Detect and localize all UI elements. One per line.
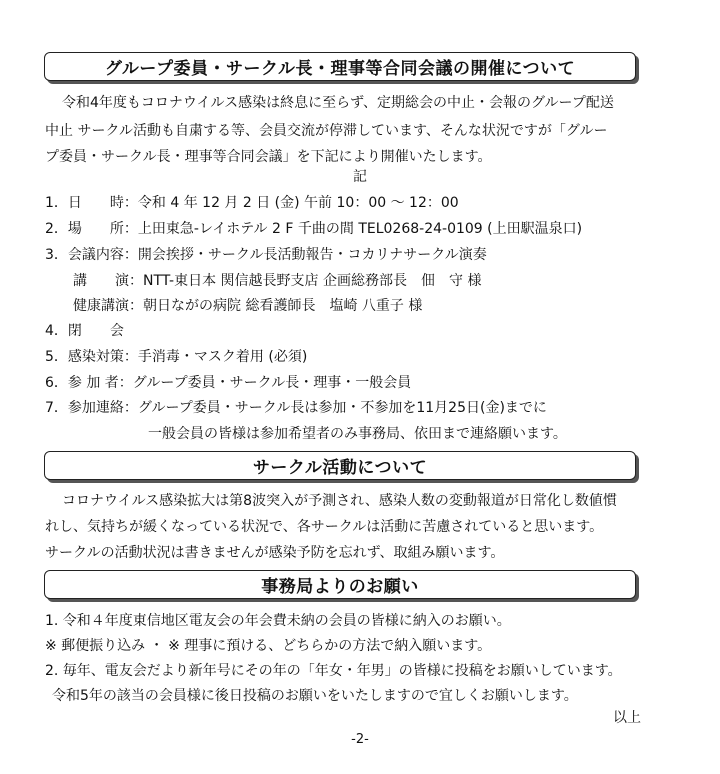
section-title-circle-activity: サークル活動について xyxy=(44,451,636,480)
intro-line-1: 令和4年度もコロナウイルス感染は終息に至らず、定期総会の中止・会報のグループ配送 xyxy=(62,95,614,111)
intro-line-2: 中止 サークル活動も自粛する等、会員交流が停滞しています、そんな状況ですが「グルー xyxy=(45,123,608,139)
item-closing: 4．閉 会 xyxy=(45,323,124,339)
request-line-4: 令和5年の該当の会員様に後日投稿のお願いをいたしますので宜しくお願いします。 xyxy=(52,688,578,704)
request-line-3: 2. 毎年、電友会だより新年号にその年の「年女・年男」の皆様に投稿をお願いしています。 xyxy=(45,663,622,679)
page-number: -2- xyxy=(351,732,369,747)
circle-line-2: れし、気持ちが緩くなっている状況で、各サークルは活動に苦慮されていると思います。 xyxy=(45,519,604,535)
item-venue: 2．場 所：上田東急-レイホテル 2 F 千曲の間 TEL0268-24-0109 (上田駅温泉口) xyxy=(45,221,583,237)
section-title-meeting: グループ委員・サークル長・理事等合同会議の開催について xyxy=(44,52,636,81)
item-agenda: 3．会議内容：開会挨拶・サークル長活動報告・コカリナサークル演奏 xyxy=(45,247,487,263)
circle-line-3: サークルの活動状況は書きませんが感染予防を忘れず、取組み願います。 xyxy=(45,545,505,561)
circle-line-1: コロナウイルス感染拡大は第8波突入が予測され、感染人数の変動報道が日常化し数値慣 xyxy=(62,493,617,509)
item-health-lecture: 健康講演：朝日ながの病院 総看護師長 塩崎 八重子 様 xyxy=(73,298,423,314)
item-infection-measures: 5．感染対策：手消毒・マスク着用 (必須) xyxy=(45,349,308,365)
item-contact: 7．参加連絡：グループ委員・サークル長は参加・不参加を11月25日(金)までに xyxy=(45,400,547,416)
item-lecture: 講 演：NTT-東日本 関信越長野支店 企画総務部長 佃 守 様 xyxy=(73,273,482,289)
item-datetime: 1．日 時：令和 4 年 12 月 2 日 (金) 午前 10：00 ～ 12：00 xyxy=(45,195,459,211)
intro-line-3: プ委員・サークル長・理事等合同会議」を下記により開催いたします。 xyxy=(45,149,492,165)
ki-label: 記 xyxy=(353,169,367,185)
section-title-office-request: 事務局よりのお願い xyxy=(44,570,636,599)
item-participants: 6．参 加 者：グループ委員・サークル長・理事・一般会員 xyxy=(45,375,412,391)
closing-mark: 以上 xyxy=(613,710,641,726)
request-line-1: 1. 令和４年度東信地区電友会の年会費未納の会員の皆様に納入のお願い。 xyxy=(45,613,511,629)
request-line-2: ※ 郵便振り込み ・ ※ 理事に預ける、どちらかの方法で納入願います。 xyxy=(45,638,492,654)
item-contact-note: 一般会員の皆様は参加希望者のみ事務局、依田まで連絡願います。 xyxy=(148,426,567,442)
